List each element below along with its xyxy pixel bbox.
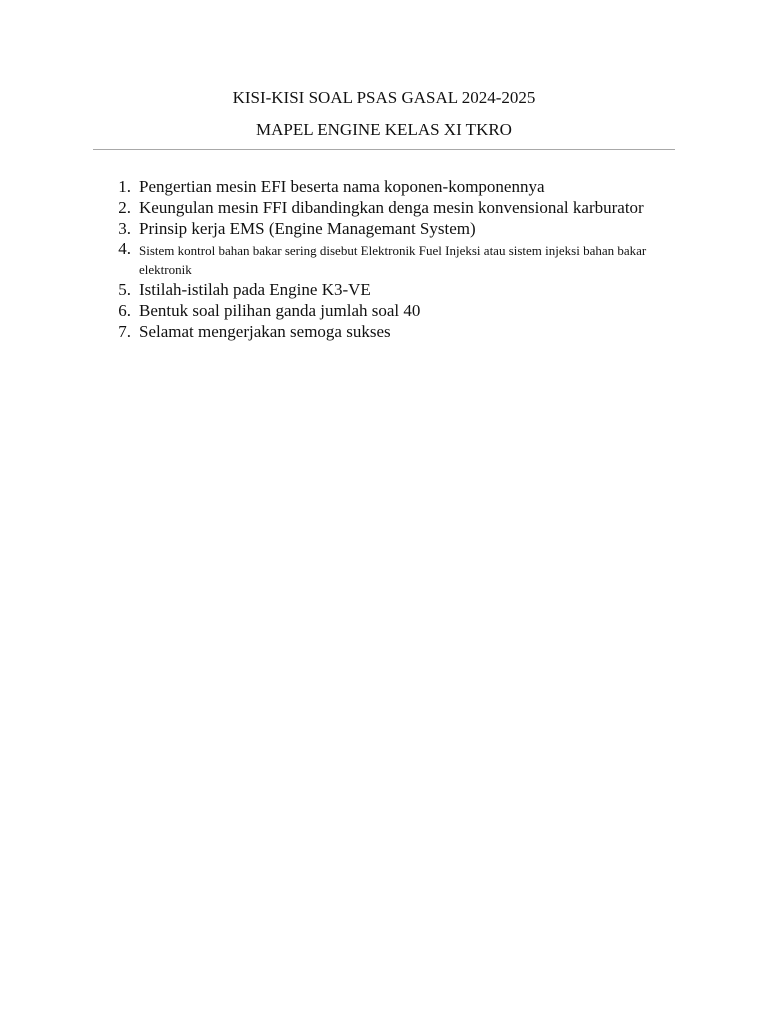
- list-item-7: [96, 321, 686, 342]
- list-item-4: [96, 239, 686, 279]
- list-number: 7.: [118, 322, 131, 341]
- horizontal-divider: [93, 149, 675, 150]
- list-item-3: [96, 218, 686, 239]
- list-item-text: Sistem kontrol bahan bakar sering disebut Elektronik Fuel Injeksi atau sistem injeksi bahan bakar elektronik: [139, 243, 647, 277]
- list-item-text: Pengertian mesin EFI beserta nama koponen-komponennya: [139, 177, 545, 196]
- list-number: 5.: [118, 280, 131, 299]
- document-title: KISI-KISI SOAL PSAS GASAL 2024-2025: [232, 88, 536, 107]
- list-number: 2.: [118, 198, 131, 217]
- list-item-2: [96, 197, 686, 218]
- document-subtitle: MAPEL ENGINE KELAS XI TKRO: [256, 120, 512, 139]
- list-item-text: Selamat mengerjakan semoga sukses: [139, 322, 391, 341]
- list-number: 1.: [118, 177, 131, 196]
- list-number: 6.: [118, 301, 131, 320]
- list-item-6: [96, 300, 686, 321]
- list-item-5: [96, 279, 686, 300]
- list-item-text: Istilah-istilah pada Engine K3-VE: [139, 280, 371, 299]
- list-item-1: [96, 176, 686, 197]
- list-item-text: Bentuk soal pilihan ganda jumlah soal 40: [139, 301, 421, 320]
- list-item-text: Keungulan mesin FFI dibandingkan denga mesin konvensional karburator: [139, 198, 644, 217]
- grid-list: [96, 176, 686, 342]
- list-number: 3.: [118, 219, 131, 238]
- list-item-text: Prinsip kerja EMS (Engine Managemant System): [139, 219, 476, 238]
- list-number: 4.: [118, 239, 131, 258]
